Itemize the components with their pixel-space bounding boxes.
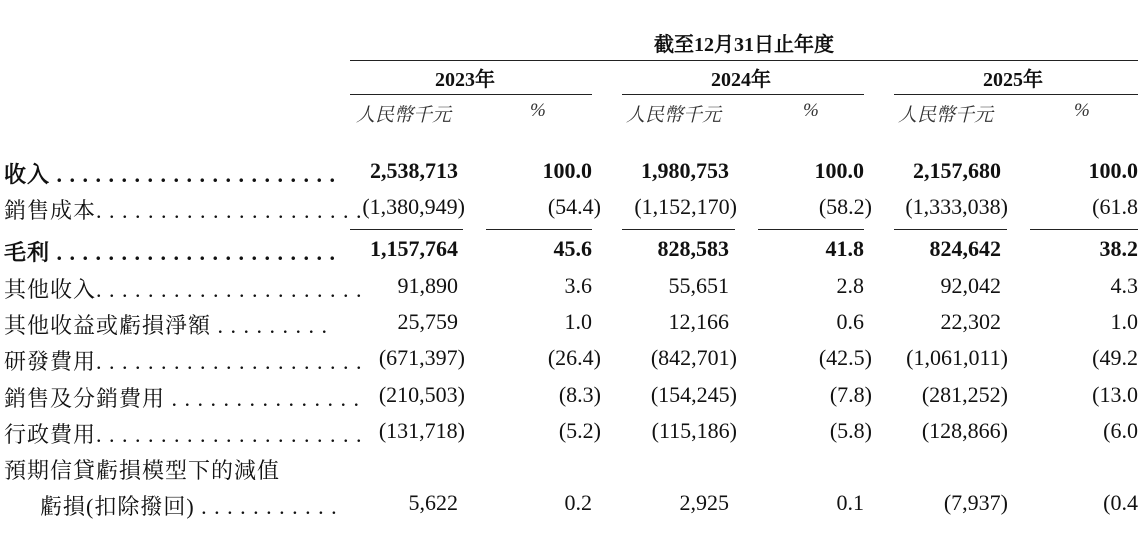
cell-rnd-2024-amount: (842,701): [650, 345, 737, 370]
cell-rnd-2024-pct: (42.5): [818, 345, 872, 370]
subtotal-rule-2023-pct: [486, 229, 592, 230]
year-2024-underline: [622, 94, 864, 95]
cell-admin-2024-pct: (5.8): [829, 418, 872, 443]
cell-sd-2023-amount: (210,503): [378, 382, 465, 407]
cell-oi-2024-amount: 55,651: [668, 273, 729, 298]
cell-ecl-2025-pct: (0.4: [1103, 490, 1138, 515]
period-header: 截至12月31日止年度: [654, 34, 834, 56]
unit-amount-2025: 人民幣千元: [898, 105, 994, 126]
leader-dots: . . . . . . . . . . . . . . . . . . . . . .: [50, 240, 337, 265]
year-2024-header: 2024年: [711, 69, 771, 91]
leader-dots: . . . . . . . . . . . . . . . . . . . . .: [96, 349, 363, 374]
cell-cost-2025-pct: (61.8: [1092, 194, 1138, 219]
row-label-gross-profit: [4, 236, 336, 267]
cell-sd-2024-pct: (7.8): [829, 382, 872, 407]
year-2023-header: 2023年: [435, 69, 495, 91]
cell-oi-2023-pct: 3.6: [564, 273, 592, 298]
cell-admin-2025-pct: (6.0: [1103, 418, 1138, 443]
cell-og-2023-pct: 1.0: [564, 309, 592, 334]
cell-gp-2024-pct: 41.8: [825, 236, 864, 261]
cell-rnd-2023-pct: (26.4): [547, 345, 601, 370]
unit-pct-2024: %: [803, 100, 819, 121]
cell-cost-2023-pct: (54.4): [547, 194, 601, 219]
cell-ecl-2024-amount: 2,925: [679, 490, 729, 515]
cell-sd-2025-amount: (281,252): [921, 382, 1008, 407]
row-label-text: 行政費用: [4, 422, 97, 447]
cell-gp-2025-pct: 38.2: [1099, 236, 1138, 261]
cell-oi-2023-amount: 91,890: [397, 273, 458, 298]
row-label-ecl-impairment-line2: [40, 490, 338, 521]
row-label-text: 其他收入: [4, 277, 97, 302]
leader-dots: . . . . . . . . . . . . . . .: [165, 386, 361, 411]
cell-og-2025-amount: 22,302: [940, 309, 1001, 334]
row-label-admin-expenses: [4, 418, 363, 449]
cell-og-2023-amount: 25,759: [397, 309, 458, 334]
cell-revenue-2024-pct: 100.0: [814, 158, 864, 183]
row-label-text: 毛利: [4, 240, 51, 265]
row-label-text: 銷售及分銷費用: [4, 386, 166, 411]
subtotal-rule-2024-amount: [622, 229, 735, 230]
row-label-ecl-impairment-line1: [4, 454, 280, 485]
row-label-text: 研發費用: [4, 349, 97, 374]
row-label-other-gains-losses: [4, 309, 328, 340]
cell-admin-2023-amount: (131,718): [378, 418, 465, 443]
cell-rnd-2025-amount: (1,061,011): [906, 345, 1008, 370]
cell-sd-2024-amount: (154,245): [650, 382, 737, 407]
leader-dots: . . . . . . . . . . . . . . . . . . . . . .: [50, 162, 337, 187]
cell-og-2024-pct: 0.6: [836, 309, 864, 334]
cell-gp-2025-amount: 824,642: [929, 236, 1001, 261]
year-2025-underline: [894, 94, 1138, 95]
cell-revenue-2024-amount: 1,980,753: [641, 158, 729, 183]
row-label-other-income: [4, 273, 363, 304]
period-underline: [350, 60, 1138, 61]
cell-ecl-2025-amount: (7,937): [943, 490, 1008, 515]
row-label-cost-of-sales: [4, 194, 363, 225]
cell-oi-2024-pct: 2.8: [836, 273, 864, 298]
row-label-text: 收入: [4, 162, 51, 187]
cell-cost-2024-pct: (58.2): [818, 194, 872, 219]
cell-og-2025-pct: 1.0: [1110, 309, 1138, 334]
cell-admin-2024-amount: (115,186): [651, 418, 737, 443]
cell-cost-2024-amount: (1,152,170): [634, 194, 737, 219]
cell-revenue-2025-pct: 100.0: [1088, 158, 1138, 183]
leader-dots: . . . . . . . . . . . . . . . . . . . . .: [96, 277, 363, 302]
cell-cost-2023-amount: (1,380,949): [362, 194, 465, 219]
leader-dots: . . . . . . . . . . . . . . . . . . . . .: [96, 422, 363, 447]
row-label-text: 預期信貸虧損模型下的減值: [4, 458, 281, 483]
year-2025-header: 2025年: [983, 69, 1043, 91]
cell-ecl-2023-pct: 0.2: [564, 490, 592, 515]
row-label-text: 虧損(扣除撥回): [40, 494, 195, 519]
row-label-selling-distribution: [4, 382, 360, 413]
unit-pct-2023: %: [530, 100, 546, 121]
unit-amount-2023: 人民幣千元: [356, 105, 452, 126]
subtotal-rule-2025-amount: [894, 229, 1007, 230]
cell-admin-2023-pct: (5.2): [558, 418, 601, 443]
cell-og-2024-amount: 12,166: [668, 309, 729, 334]
subtotal-rule-2025-pct: [1030, 229, 1138, 230]
cell-oi-2025-pct: 4.3: [1110, 273, 1138, 298]
subtotal-rule-2024-pct: [758, 229, 864, 230]
row-label-text: 其他收益或虧損淨額: [4, 313, 212, 338]
cell-gp-2023-pct: 45.6: [553, 236, 592, 261]
row-label-revenue: [4, 158, 336, 189]
cell-rnd-2023-amount: (671,397): [378, 345, 465, 370]
leader-dots: . . . . . . . . . . . . . . . . . . . . .: [96, 198, 363, 223]
cell-sd-2025-pct: (13.0: [1092, 382, 1138, 407]
cell-gp-2023-amount: 1,157,764: [370, 236, 458, 261]
cell-gp-2024-amount: 828,583: [657, 236, 729, 261]
cell-revenue-2023-pct: 100.0: [542, 158, 592, 183]
unit-amount-2024: 人民幣千元: [626, 105, 722, 126]
leader-dots: . . . . . . . . . . .: [194, 494, 338, 519]
cell-revenue-2025-amount: 2,157,680: [913, 158, 1001, 183]
cell-ecl-2023-amount: 5,622: [408, 490, 458, 515]
row-label-rnd-expenses: [4, 345, 363, 376]
leader-dots: . . . . . . . . .: [211, 313, 329, 338]
cell-cost-2025-amount: (1,333,038): [905, 194, 1008, 219]
subtotal-rule-2023-amount: [350, 229, 463, 230]
row-label-text: 銷售成本: [4, 198, 97, 223]
cell-oi-2025-amount: 92,042: [940, 273, 1001, 298]
cell-sd-2023-pct: (8.3): [558, 382, 601, 407]
unit-pct-2025: %: [1074, 100, 1090, 121]
year-2023-underline: [350, 94, 592, 95]
cell-admin-2025-amount: (128,866): [921, 418, 1008, 443]
cell-revenue-2023-amount: 2,538,713: [370, 158, 458, 183]
cell-rnd-2025-pct: (49.2: [1092, 345, 1138, 370]
cell-ecl-2024-pct: 0.1: [836, 490, 864, 515]
